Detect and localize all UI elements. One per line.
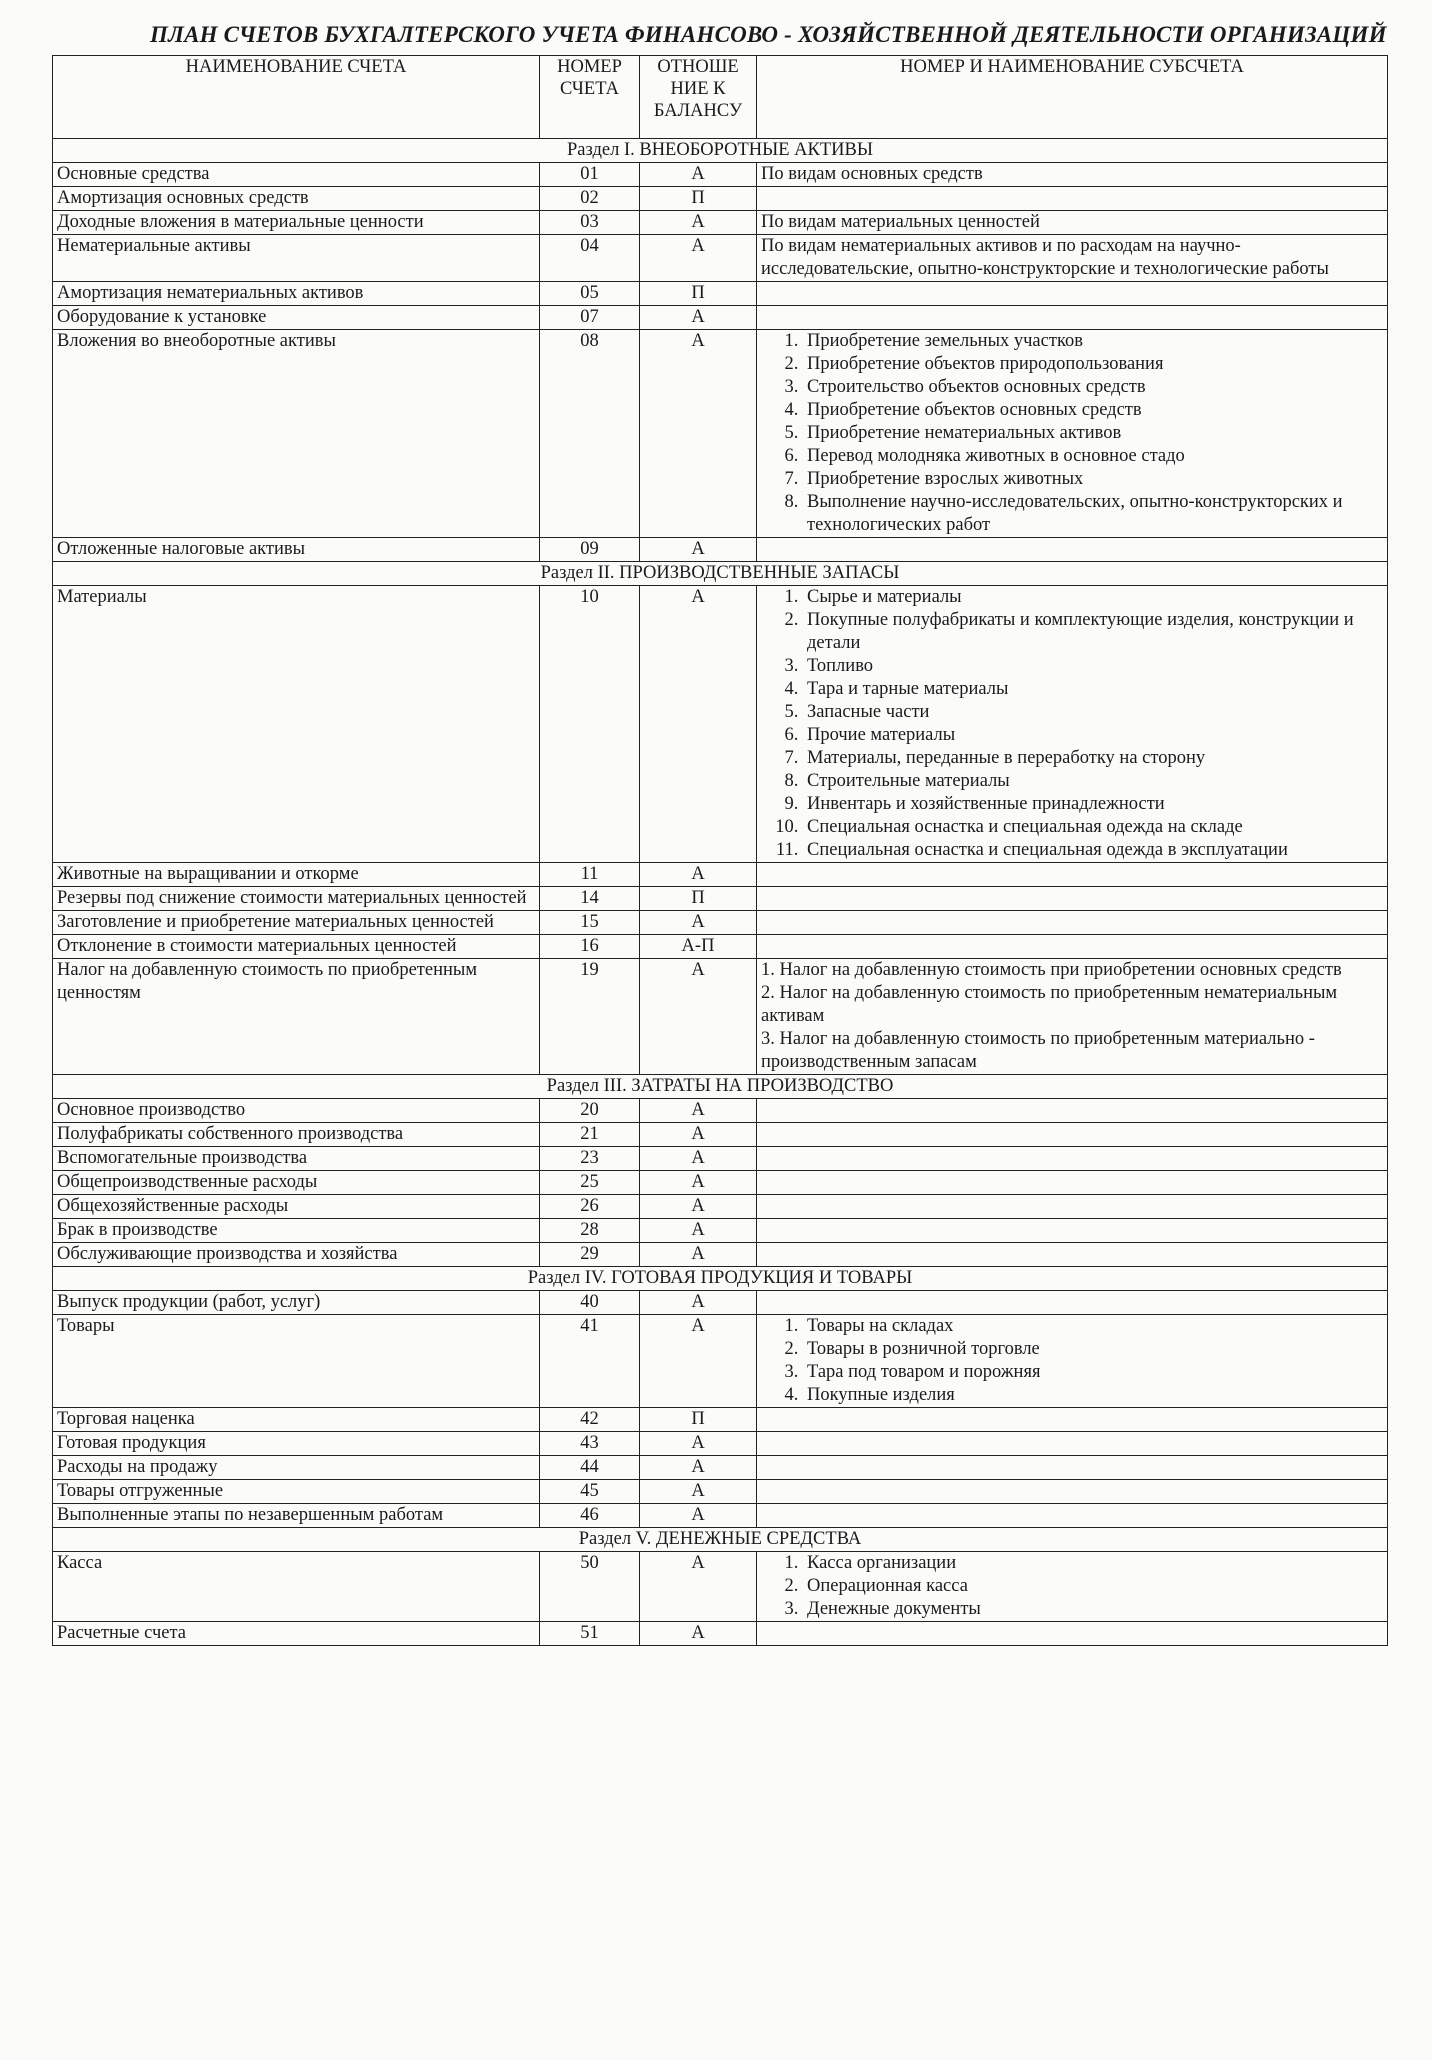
account-name: Брак в производстве: [53, 1219, 540, 1243]
subaccount-cell: [757, 586, 1388, 863]
account-name: Заготовление и приобретение материальных ценностей: [53, 911, 540, 935]
table-row: [53, 330, 1388, 538]
table-row: [53, 1408, 1388, 1432]
subaccount-cell: [757, 1480, 1388, 1504]
table-header: [53, 56, 1388, 139]
subaccount-list: [761, 1552, 1383, 1621]
subaccount-cell: [757, 1099, 1388, 1123]
subaccount-cell: [757, 1432, 1388, 1456]
account-number: 21: [540, 1123, 640, 1147]
balance-relation: А: [640, 1552, 757, 1622]
account-name: Отклонение в стоимости материальных ценностей: [53, 935, 540, 959]
subaccount-item: 5. Приобретение нематериальных активов: [803, 422, 1383, 445]
subaccount-item: 9. Инвентарь и хозяйственные принадлежности: [803, 793, 1383, 816]
table-row: [53, 282, 1388, 306]
account-number: 40: [540, 1291, 640, 1315]
account-name: Общехозяйственные расходы: [53, 1195, 540, 1219]
table-row: [53, 935, 1388, 959]
account-number: 42: [540, 1408, 640, 1432]
account-name: Животные на выращивании и откорме: [53, 863, 540, 887]
balance-relation: П: [640, 187, 757, 211]
document-title: ПЛАН СЧЕТОВ БУХГАЛТЕРСКОГО УЧЕТА ФИНАНСОВО - ХОЗЯЙСТВЕННОЙ ДЕЯТЕЛЬНОСТИ ОРГАНИЗАЦИЙ: [150, 22, 1387, 47]
subaccount-cell: [757, 282, 1388, 306]
balance-relation: А: [640, 306, 757, 330]
balance-relation: П: [640, 887, 757, 911]
subaccount-cell: [757, 1622, 1388, 1646]
table-row: [53, 1552, 1388, 1622]
subaccount-item: 3. Денежные документы: [803, 1598, 1383, 1621]
table-row: [53, 911, 1388, 935]
accounts-table: [52, 55, 1388, 1646]
subaccount-item: 7. Материалы, переданные в переработку на сторону: [803, 747, 1383, 770]
subaccount-cell: [757, 1219, 1388, 1243]
account-number: 15: [540, 911, 640, 935]
balance-relation: А: [640, 1480, 757, 1504]
subaccount-item: 4. Приобретение объектов основных средств: [803, 399, 1383, 422]
subaccount-item: 3. Тара под товаром и порожняя: [803, 1361, 1383, 1384]
table-row: [53, 1171, 1388, 1195]
table-row: [53, 1123, 1388, 1147]
subaccount-item: 8. Выполнение научно-исследовательских, опытно-конструкторских и технологических работ: [803, 491, 1383, 537]
account-number: 28: [540, 1219, 640, 1243]
account-number: 16: [540, 935, 640, 959]
subaccount-item: 10. Специальная оснастка и специальная одежда на складе: [803, 816, 1383, 839]
account-name: Амортизация основных средств: [53, 187, 540, 211]
account-number: 19: [540, 959, 640, 1075]
section-row: [53, 1267, 1388, 1291]
table-row: [53, 1099, 1388, 1123]
subaccount-cell: [757, 1123, 1388, 1147]
table-row: [53, 1622, 1388, 1646]
balance-relation: А: [640, 1456, 757, 1480]
subaccount-cell: [757, 935, 1388, 959]
table-row: [53, 959, 1388, 1075]
account-name: Налог на добавленную стоимость по приобретенным ценностям: [53, 959, 540, 1075]
account-number: 09: [540, 538, 640, 562]
account-number: 04: [540, 235, 640, 282]
section-title: Раздел III. ЗАТРАТЫ НА ПРОИЗВОДСТВО: [53, 1075, 1388, 1099]
subaccount-cell: [757, 1171, 1388, 1195]
account-number: 43: [540, 1432, 640, 1456]
balance-relation: А: [640, 1622, 757, 1646]
balance-relation: А: [640, 1504, 757, 1528]
section-row: [53, 139, 1388, 163]
account-name: Вложения во внеоборотные активы: [53, 330, 540, 538]
account-number: 41: [540, 1315, 640, 1408]
subaccount-item: 2. Товары в розничной торговле: [803, 1338, 1383, 1361]
balance-relation: А: [640, 959, 757, 1075]
balance-relation: А: [640, 1123, 757, 1147]
header-account-name: НАИМЕНОВАНИЕ СЧЕТА: [53, 56, 540, 139]
balance-relation: А: [640, 911, 757, 935]
account-number: 03: [540, 211, 640, 235]
subaccount-item: 3. Топливо: [803, 655, 1383, 678]
table-row: [53, 211, 1388, 235]
account-number: 46: [540, 1504, 640, 1528]
subaccount-item: 5. Запасные части: [803, 701, 1383, 724]
table-row: [53, 163, 1388, 187]
account-number: 14: [540, 887, 640, 911]
balance-relation: А: [640, 235, 757, 282]
account-number: 45: [540, 1480, 640, 1504]
subaccount-cell: [757, 911, 1388, 935]
account-name: Амортизация нематериальных активов: [53, 282, 540, 306]
account-name: Касса: [53, 1552, 540, 1622]
table-row: [53, 1480, 1388, 1504]
subaccount-item: 2. Покупные полуфабрикаты и комплектующие изделия, конструкции и детали: [803, 609, 1383, 655]
balance-relation: А: [640, 211, 757, 235]
account-name: Товары: [53, 1315, 540, 1408]
subaccount-cell: [757, 1147, 1388, 1171]
account-name: Оборудование к установке: [53, 306, 540, 330]
account-number: 11: [540, 863, 640, 887]
account-name: Вспомогательные производства: [53, 1147, 540, 1171]
subaccount-item: 2. Операционная касса: [803, 1575, 1383, 1598]
balance-relation: А: [640, 330, 757, 538]
subaccount-cell: [757, 1552, 1388, 1622]
subaccount-cell: По видам основных средств: [757, 163, 1388, 187]
subaccount-item: 6. Перевод молодняка животных в основное стадо: [803, 445, 1383, 468]
table-row: [53, 586, 1388, 863]
account-number: 23: [540, 1147, 640, 1171]
table-row: [53, 538, 1388, 562]
subaccount-item: 3. Строительство объектов основных средств: [803, 376, 1383, 399]
account-name: Готовая продукция: [53, 1432, 540, 1456]
subaccount-item: 3. Налог на добавленную стоимость по приобретенным материально - производственным запасам: [761, 1029, 1315, 1072]
account-number: 01: [540, 163, 640, 187]
account-name: Общепроизводственные расходы: [53, 1171, 540, 1195]
section-title: Раздел II. ПРОИЗВОДСТВЕННЫЕ ЗАПАСЫ: [53, 562, 1388, 586]
account-name: Выполненные этапы по незавершенным работам: [53, 1504, 540, 1528]
section-row: [53, 1075, 1388, 1099]
table-row: [53, 1315, 1388, 1408]
account-number: 44: [540, 1456, 640, 1480]
account-number: 26: [540, 1195, 640, 1219]
subaccount-cell: По видам материальных ценностей: [757, 211, 1388, 235]
table-row: [53, 887, 1388, 911]
subaccount-item: 1. Товары на складах: [803, 1315, 1383, 1338]
subaccount-cell: [757, 306, 1388, 330]
account-name: Выпуск продукции (работ, услуг): [53, 1291, 540, 1315]
account-number: 50: [540, 1552, 640, 1622]
account-name: Расходы на продажу: [53, 1456, 540, 1480]
table-row: [53, 1456, 1388, 1480]
account-name: Полуфабрикаты собственного производства: [53, 1123, 540, 1147]
account-name: Нематериальные активы: [53, 235, 540, 282]
table-row: [53, 1147, 1388, 1171]
account-number: 07: [540, 306, 640, 330]
account-number: 51: [540, 1622, 640, 1646]
section-title: Раздел I. ВНЕОБОРОТНЫЕ АКТИВЫ: [53, 139, 1388, 163]
account-name: Расчетные счета: [53, 1622, 540, 1646]
table-row: [53, 1219, 1388, 1243]
subaccount-item: 1. Приобретение земельных участков: [803, 330, 1383, 353]
table-row: [53, 187, 1388, 211]
account-name: Материалы: [53, 586, 540, 863]
subaccount-item: 6. Прочие материалы: [803, 724, 1383, 747]
subaccount-item: 1. Сырье и материалы: [803, 586, 1383, 609]
subaccount-cell: [757, 1456, 1388, 1480]
subaccount-cell: [757, 1504, 1388, 1528]
balance-relation: А: [640, 1171, 757, 1195]
subaccount-list: [761, 586, 1383, 862]
account-name: Обслуживающие производства и хозяйства: [53, 1243, 540, 1267]
subaccount-cell: [757, 1315, 1388, 1408]
subaccount-item: 4. Тара и тарные материалы: [803, 678, 1383, 701]
account-name: Отложенные налоговые активы: [53, 538, 540, 562]
subaccount-item: 2. Приобретение объектов природопользования: [803, 353, 1383, 376]
account-name: Резервы под снижение стоимости материальных ценностей: [53, 887, 540, 911]
balance-relation: А: [640, 1099, 757, 1123]
balance-relation: А: [640, 863, 757, 887]
balance-relation: А: [640, 586, 757, 863]
account-number: 10: [540, 586, 640, 863]
account-name: Основные средства: [53, 163, 540, 187]
subaccount-item: 4. Покупные изделия: [803, 1384, 1383, 1407]
balance-relation: А: [640, 1291, 757, 1315]
section-title: Раздел IV. ГОТОВАЯ ПРОДУКЦИЯ И ТОВАРЫ: [53, 1267, 1388, 1291]
section-row: [53, 562, 1388, 586]
subaccount-item: 11. Специальная оснастка и специальная одежда в эксплуатации: [803, 839, 1383, 862]
table-body: [53, 139, 1388, 1646]
subaccount-item: 1. Касса организации: [803, 1552, 1383, 1575]
subaccount-cell: [757, 538, 1388, 562]
header-balance-relation: ОТНОШЕ НИЕ К БАЛАНСУ: [640, 56, 757, 139]
table-row: [53, 1243, 1388, 1267]
header-account-number: НОМЕР СЧЕТА: [540, 56, 640, 139]
table-row: [53, 235, 1388, 282]
account-number: 08: [540, 330, 640, 538]
balance-relation: А: [640, 538, 757, 562]
balance-relation: А: [640, 163, 757, 187]
balance-relation: А: [640, 1315, 757, 1408]
table-row: [53, 1195, 1388, 1219]
balance-relation: П: [640, 1408, 757, 1432]
account-name: Основное производство: [53, 1099, 540, 1123]
balance-relation: А-П: [640, 935, 757, 959]
table-row: [53, 863, 1388, 887]
header-subaccount: НОМЕР И НАИМЕНОВАНИЕ СУБСЧЕТА: [757, 56, 1388, 139]
table-row: [53, 1432, 1388, 1456]
balance-relation: А: [640, 1219, 757, 1243]
account-number: 05: [540, 282, 640, 306]
balance-relation: П: [640, 282, 757, 306]
subaccount-cell: [757, 863, 1388, 887]
balance-relation: А: [640, 1243, 757, 1267]
subaccount-cell: [757, 187, 1388, 211]
subaccount-cell: [757, 959, 1388, 1075]
balance-relation: А: [640, 1147, 757, 1171]
account-name: Доходные вложения в материальные ценности: [53, 211, 540, 235]
account-number: 20: [540, 1099, 640, 1123]
table-row: [53, 306, 1388, 330]
subaccount-item: 8. Строительные материалы: [803, 770, 1383, 793]
table-row: [53, 1504, 1388, 1528]
subaccount-cell: По видам нематериальных активов и по расходам на научно-исследовательские, опытно-конструкторские и технологические работы: [757, 235, 1388, 282]
account-name: Торговая наценка: [53, 1408, 540, 1432]
table-row: [53, 1291, 1388, 1315]
subaccount-item: 2. Налог на добавленную стоимость по приобретенным нематериальным активам: [761, 983, 1338, 1026]
balance-relation: А: [640, 1195, 757, 1219]
section-title: Раздел V. ДЕНЕЖНЫЕ СРЕДСТВА: [53, 1528, 1388, 1552]
account-number: 29: [540, 1243, 640, 1267]
subaccount-cell: [757, 887, 1388, 911]
subaccount-cell: [757, 1408, 1388, 1432]
subaccount-cell: [757, 1291, 1388, 1315]
subaccount-list: [761, 1315, 1383, 1407]
subaccount-item: 7. Приобретение взрослых животных: [803, 468, 1383, 491]
account-number: 25: [540, 1171, 640, 1195]
subaccount-item: 1. Налог на добавленную стоимость при приобретении основных средств: [761, 960, 1342, 980]
subaccount-cell: [757, 330, 1388, 538]
subaccount-list: [761, 330, 1383, 537]
section-row: [53, 1528, 1388, 1552]
account-number: 02: [540, 187, 640, 211]
subaccount-cell: [757, 1243, 1388, 1267]
balance-relation: А: [640, 1432, 757, 1456]
subaccount-cell: [757, 1195, 1388, 1219]
account-name: Товары отгруженные: [53, 1480, 540, 1504]
